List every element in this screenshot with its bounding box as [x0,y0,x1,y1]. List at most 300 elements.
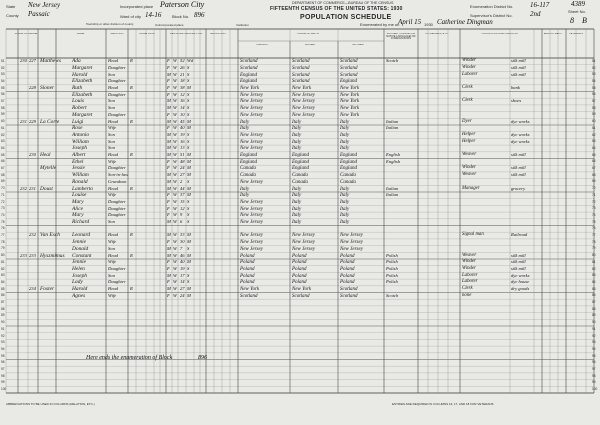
state-value: New Jersey [28,1,61,9]
row-relation: Son [108,272,115,278]
row-birthplace-person: New Jersey [240,246,263,252]
row-age: 9 [180,212,183,218]
row-line-number: 52 [1,65,5,70]
row-birthplace-person: New Jersey [240,92,263,98]
row-line-number-right: 95 [592,353,596,358]
row-birthplace-mother: Italy [340,146,350,152]
row-race: W [173,145,177,151]
row-birthplace-father: Poland [292,253,307,259]
row-sex: M [167,118,171,124]
row-line-number: 81 [1,259,5,264]
row-marital: M [187,259,191,265]
row-industry: Railroad [511,232,528,238]
row-sex: F [167,198,170,204]
row-mother-tongue: Polish [386,279,398,285]
row-birthplace-mother: Scotland [340,72,358,78]
row-given-name: Ronald [72,178,88,185]
row-sex: F [167,64,170,70]
row-mother-tongue: Polish [386,265,398,271]
row-line-number-right: 90 [592,320,596,325]
row-birthplace-mother: England [340,159,357,165]
row-line-number-right: 71 [592,192,596,197]
row-age: 24 [180,292,185,298]
row-birthplace-father: New Jersey [292,106,315,112]
row-industry: dye works [511,118,530,124]
col-place-of-abode: PLACE OF ABODE [14,33,38,35]
row-marital: M [187,172,191,178]
row-age: 38 [180,85,185,90]
row-relation: Son [108,105,115,111]
row-marital: M [187,118,191,124]
row-line-number-right: 85 [592,286,596,291]
row-race: W [173,138,177,144]
col-personal-description: PERSONAL DESCRIPTION [169,33,203,35]
row-industry: dye works [511,138,530,144]
row-birthplace-mother: New York [340,92,360,98]
row-birthplace-person: Poland [240,253,255,259]
row-sex: M [167,145,171,151]
row-line-number-right: 67 [592,166,596,170]
row-given-name: Harold [72,286,88,292]
row-birthplace-mother: Scotland [340,65,358,71]
row-birthplace-person: New Jersey [240,106,263,112]
row-sex: F [167,165,170,171]
row-birthplace-person: Italy [240,119,250,125]
row-given-name: Ada [72,58,81,65]
row-birthplace-person: New Jersey [240,132,263,138]
row-family-number: 232 [29,232,36,238]
col-birth-mother: MOTHER [352,44,364,46]
row-family-number: 230 [29,152,36,157]
row-marital: S [187,131,190,137]
row-age: 14 [180,105,185,111]
sheet-number-value: 8 [570,16,574,25]
row-home-owned: R [130,118,133,124]
row-mother-tongue: Italian [386,118,399,124]
row-given-name: Margaret [72,111,93,118]
row-line-number: 99 [1,380,5,385]
row-line-number-right: 77 [592,233,596,237]
row-occupation: Manager [462,185,480,191]
row-dwelling-number: 230 [20,58,27,64]
row-surname: Matthews [40,58,61,65]
row-line-number: 94 [1,346,5,351]
row-birthplace-father: Poland [292,266,307,272]
department-line: DEPARTMENT OF COMMERCE—BUREAU OF THE CENSUS [292,1,394,5]
row-marital: S [187,91,190,97]
col-veterans: VETERANS [569,33,583,35]
row-marital: S [187,212,190,218]
row-birthplace-person: Canada [240,173,256,179]
row-given-name: Louise [72,192,87,199]
row-line-number: 63 [1,139,5,144]
row-birthplace-mother: New York [340,106,360,112]
row-family-number: 231 [29,185,36,191]
footer-abbreviations: ABBREVIATIONS TO BE USED IN COLUMNS (RELATION, ETC.) [6,402,95,406]
row-relation: Daughter [108,91,126,97]
row-line-number-right: 91 [592,326,596,331]
row-birthplace-mother: Poland [340,273,355,279]
row-given-name: Joseph [72,145,87,152]
row-birthplace-mother: Italy [340,139,350,145]
row-line-number: 75 [1,219,5,224]
row-line-number-right: 53 [592,72,596,77]
row-race: W [173,245,177,251]
incorporated-place-label: Incorporated place [120,4,154,9]
ward-value: 14-16 [145,11,162,19]
row-birthplace-person: England [240,159,257,165]
row-sex: M [167,286,171,291]
row-birthplace-father: Italy [292,213,302,219]
row-given-name: Antonio [72,131,90,138]
row-line-number-right: 100 [592,387,598,392]
row-relation: Daughter [108,265,126,271]
row-birthplace-person: New Jersey [240,139,263,145]
row-occupation: Winder [462,265,476,271]
row-race: W [173,292,177,298]
row-given-name: Elizabeth [72,91,93,98]
row-race: W [173,178,177,184]
row-marital: M [187,232,191,238]
row-age: 37 [180,192,185,198]
row-line-number: 66 [1,159,5,164]
row-race: W [173,212,177,218]
row-surname: Hyszmimus [40,252,65,259]
row-sex: F [167,239,170,245]
row-race: W [173,125,177,131]
row-line-number: 97 [1,367,5,371]
row-birthplace-father: Italy [292,139,302,145]
row-sex: F [167,111,170,117]
row-family-number: 229 [29,118,36,124]
row-birthplace-mother: Scotland [340,59,358,65]
row-birthplace-person: Poland [240,266,255,272]
row-line-number-right: 88 [592,306,596,311]
row-birthplace-mother: Scotland [340,293,358,299]
row-line-number: 73 [1,206,5,211]
row-age: 27 [180,286,185,291]
block-value: 896 [194,11,205,19]
row-marital: M [187,252,191,258]
row-given-name: William [72,138,89,145]
row-race: W [173,118,177,124]
row-given-name: Helen [72,265,85,272]
row-line-number: 84 [1,279,5,284]
row-industry: silk mill [511,64,526,70]
row-relation: Daughter [108,198,126,204]
row-line-number: 51 [1,58,5,63]
row-race: W [173,152,177,157]
row-sex: F [167,292,170,298]
row-line-number: 80 [1,253,5,258]
row-age: 30 [180,239,185,245]
row-relation: Head [108,252,118,258]
row-given-name: Robert [72,105,87,112]
row-birthplace-person: New Jersey [240,179,263,185]
row-age: 40 [180,125,185,131]
row-sex: M [167,185,171,191]
row-line-number: 85 [1,286,5,291]
row-birthplace-mother: Poland [340,260,355,266]
row-surname: Van Esch [40,232,60,239]
row-mother-tongue: English [386,158,401,164]
row-marital: S [187,98,190,104]
row-line-number: 76 [1,226,5,231]
row-sex: M [167,71,171,77]
row-mother-tongue: Italian [386,185,399,191]
row-birthplace-person: New Jersey [240,146,263,152]
row-birthplace-person: Canada [240,166,256,172]
row-line-number: 95 [1,353,5,358]
row-given-name: Constant [72,252,92,259]
row-birthplace-person: New Jersey [240,99,263,105]
row-mother-tongue: Scotch [386,58,399,64]
row-given-name: Alice [72,205,84,212]
row-given-name: Albert [72,152,86,158]
row-relation: Wife [108,259,117,265]
row-line-number: 82 [1,266,5,271]
row-age: 13 [180,145,185,151]
row-sex: M [167,152,171,157]
row-age: 18 [180,78,185,84]
row-birthplace-father: Italy [292,199,302,205]
row-marital: S [187,64,190,70]
row-marital: S [187,71,190,77]
row-given-name: Harold [72,71,88,78]
row-birthplace-person: New Jersey [240,233,263,239]
row-line-number: 92 [1,333,5,338]
row-race: W [173,91,177,97]
row-mother-tongue: Polish [386,259,398,265]
row-line-number: 56 [1,92,5,97]
row-given-name: Mary [72,212,84,219]
row-birthplace-father: New Jersey [292,246,315,252]
row-birthplace-mother: England [340,166,357,172]
row-birthplace-father: England [292,153,309,158]
end-of-block-number: 896 [198,355,207,361]
row-mother-tongue: Polish [386,252,398,258]
row-home-owned: R [130,58,133,64]
row-sex: F [167,85,170,90]
row-marital: M [187,185,191,191]
row-line-number: 62 [1,132,5,137]
row-race: W [173,78,177,84]
row-industry: silk mill [511,152,526,157]
row-sex: F [167,78,170,84]
state-label: State [6,4,16,9]
row-sex: F [167,259,170,265]
row-age: 51 [180,152,185,157]
row-line-number: 59 [1,112,5,117]
row-line-number: 89 [1,313,5,318]
row-surname: Mytelle [40,165,57,172]
row-birthplace-father: New Jersey [292,99,315,105]
row-race: W [173,185,177,191]
row-line-number-right: 68 [592,172,596,177]
row-given-name: William [72,172,89,179]
row-line-number: 55 [1,85,5,90]
row-birthplace-father: New Jersey [292,92,315,98]
row-given-name: Mary [72,198,84,205]
row-relation: Son [108,98,115,104]
row-line-number: 64 [1,145,5,150]
incorporated-place-value: Paterson City [160,0,205,9]
row-age: 2 [180,178,183,184]
row-sex: F [167,279,170,285]
row-marital: S [187,205,190,211]
row-line-number-right: 93 [592,340,596,345]
row-race: W [173,192,177,198]
row-birthplace-father: England [292,166,309,172]
row-relation: Daughter [108,279,126,285]
row-birthplace-father: Scotland [292,293,310,299]
row-race: W [173,198,177,204]
row-birthplace-father: Italy [292,193,302,199]
row-marital: Wd [187,58,194,64]
row-relation: Wife [108,239,117,245]
row-age: 15 [180,198,185,204]
row-relation: Head [108,58,118,64]
row-home-owned: R [130,252,133,258]
row-sex: M [167,131,171,137]
row-line-number-right: 63 [592,139,596,144]
row-surname: Doust [40,185,53,192]
row-relation: Son-in-law [108,172,129,178]
row-line-number-right: 62 [592,132,596,137]
row-line-number-right: 74 [592,212,596,217]
row-line-number-right: 78 [592,239,596,244]
row-birthplace-father: Scotland [292,79,310,85]
row-relation: Son [108,138,115,144]
row-industry: grocery [511,185,526,191]
row-marital: M [187,286,191,291]
row-age: 27 [180,172,185,178]
row-birthplace-father: Italy [292,126,302,132]
row-birthplace-person: New Jersey [240,206,263,212]
row-line-number: 57 [1,99,5,103]
row-birthplace-father: Poland [292,273,307,279]
row-line-number: 61 [1,125,5,130]
census-title: FIFTEENTH CENSUS OF THE UNITED STATES: 1930 [270,6,403,12]
row-given-name: Jennie [72,239,87,246]
row-race: W [173,286,177,291]
row-birthplace-mother: Poland [340,253,355,259]
row-industry: silk mill [511,265,526,271]
row-birthplace-father: New Jersey [292,233,315,239]
row-line-number-right: 86 [592,293,596,298]
row-line-number: 53 [1,72,5,77]
row-marital: S [187,279,190,285]
row-relation: Son [108,71,115,77]
row-line-number-right: 99 [592,380,596,385]
row-sex: F [167,265,170,271]
row-birthplace-father: Italy [292,206,302,212]
row-line-number-right: 75 [592,219,596,224]
row-age: 45 [180,118,185,124]
row-marital: S [187,265,190,271]
row-birthplace-person: Scotland [240,65,258,71]
row-line-number: 100 [1,387,7,392]
row-family-number: 227 [29,58,36,64]
row-relation: Daughter [108,165,126,171]
row-line-number: 86 [1,293,5,298]
row-birthplace-father: Italy [292,186,302,192]
row-line-number-right: 57 [592,99,596,103]
row-line-number: 70 [1,186,5,191]
row-line-number: 71 [1,192,5,197]
county-value: Passaic [28,10,50,18]
row-birthplace-mother: Italy [340,132,350,138]
row-race: W [173,265,177,271]
row-given-name: Luigi [72,118,84,125]
row-line-number-right: 92 [592,333,596,338]
row-birthplace-mother: Italy [340,119,350,125]
row-given-name: Louis [72,98,84,105]
row-marital: S [187,78,190,84]
row-line-number-right: 58 [592,105,596,110]
row-relation: Grandson [108,178,127,184]
row-birthplace-person: England [240,72,257,78]
row-sex: F [167,205,170,211]
block-label: Block No. [172,14,190,19]
row-race: W [173,172,177,178]
row-age: 14 [180,279,185,285]
row-birthplace-mother: Italy [340,126,350,132]
row-birthplace-father: Scotland [292,65,310,71]
row-birthplace-father: New Jersey [292,240,315,246]
end-of-block-note: Here ends the enumeration of Block [86,355,173,361]
row-line-number: 78 [1,239,5,244]
row-birthplace-person: Poland [240,273,255,279]
row-age: 16 [180,98,185,104]
row-dwelling-number: 231 [20,118,27,124]
row-relation: Wife [108,292,117,298]
row-line-number-right: 80 [592,253,596,258]
row-marital: M [187,239,191,245]
row-relation: Daughter [108,111,126,117]
row-home-owned: R [130,85,133,90]
row-birthplace-mother: New Jersey [340,240,363,246]
row-age: 33 [180,232,185,238]
row-given-name: Elizabeth [72,78,93,85]
row-line-number: 87 [1,300,5,304]
row-line-number: 98 [1,373,5,378]
row-relation: Head [108,185,118,191]
row-line-number: 77 [1,233,5,237]
enumerated-label: Enumerated by me on [360,22,400,27]
row-sex: F [167,58,170,64]
row-line-number: 65 [1,152,5,157]
row-line-number-right: 76 [592,226,596,231]
row-sex: M [167,105,171,111]
row-age: 19 [180,265,185,271]
row-line-number-right: 96 [592,360,596,365]
col-employment: EMPLOYMENT [543,33,563,35]
row-race: W [173,165,177,171]
row-line-number-right: 98 [592,373,596,378]
row-relation: Wife [108,158,117,164]
row-occupation: Clerk [462,286,473,291]
row-birthplace-mother: Scotland [340,287,358,292]
row-line-number: 54 [1,78,5,83]
row-line-number-right: 70 [592,186,596,191]
row-mother-tongue: Italian [386,125,399,131]
row-occupation: Clerk [462,98,473,104]
row-line-number-right: 89 [592,313,596,318]
row-occupation: Winder [462,259,476,265]
row-line-number-right: 60 [592,119,596,124]
row-birthplace-person: Poland [240,260,255,266]
